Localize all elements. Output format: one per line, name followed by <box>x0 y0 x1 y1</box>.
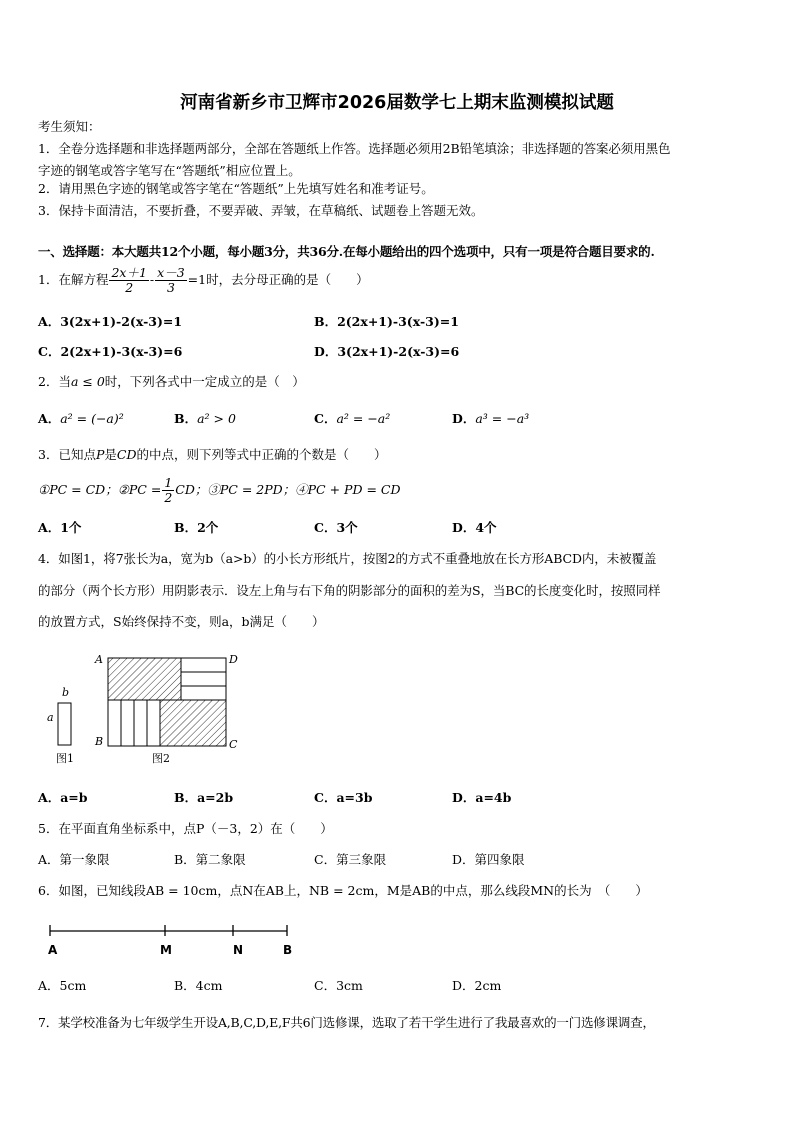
q3-stem-pre: 3．已知点 <box>38 447 96 462</box>
fig2-shaded-bottom-right <box>160 700 226 746</box>
q4-line-1: 4．如图1，将7张长为a，宽为b（a>b）的小长方形纸片，按图2的方式不重叠地放在长方形ABCD内，未被覆盖 <box>38 551 657 566</box>
fig2-outer-rectangle <box>108 658 226 746</box>
question-1-stem <box>38 266 369 295</box>
fig1-rectangle <box>58 703 71 745</box>
fig2-label-C: C <box>229 738 238 751</box>
q6-option-c: C．3cm <box>314 978 363 993</box>
q2-option-a <box>38 411 124 427</box>
q2-stem-post: 时，下列各式中一定成立的是（ ） <box>104 374 305 389</box>
q1-numerator-2: x－3 <box>157 265 185 280</box>
q1-option-b: B．2(2x+1)-3(x-3)=1 <box>314 314 459 329</box>
q3-statements <box>38 476 400 505</box>
q3-option-c: C．3个 <box>314 520 358 535</box>
page-title: 河南省新乡市卫辉市2026届数学七上期末监测模拟试题 <box>180 93 614 113</box>
q2-option-d-math: a³ = −a³ <box>475 411 530 426</box>
q2-option-b <box>174 411 236 427</box>
q1-minus: - <box>149 272 155 287</box>
q3-stem-post: 的中点，则下列等式中正确的个数是（ ） <box>136 447 387 462</box>
q4-line-2: 的部分（两个长方形）用阴影表示．设左上角与右下角的阴影部分的面积的差为S，当BC的长度变化时，按照同样 <box>38 583 661 598</box>
question-3-stem <box>38 447 387 463</box>
q1-denominator-1: 2 <box>125 280 134 295</box>
question-7-stem: 7．某学校准备为七年级学生开设A,B,C,D,E,F共6门选修课，选取了若干学生进行了我最喜欢的一门选修课调查， <box>38 1015 655 1030</box>
fig2-vert-strip-1 <box>108 700 121 746</box>
notice-item-1-cont: 字迹的钢笔或答字笔写在“答题纸”相应位置上。 <box>38 163 301 178</box>
q1-suffix: =1时，去分母正确的是（ ） <box>187 272 369 287</box>
q3-half-denominator: 2 <box>164 490 173 505</box>
q2-option-c-label: C． <box>314 411 337 426</box>
question-2-stem <box>38 374 305 390</box>
q3-half-fraction <box>162 476 174 505</box>
q6-label-a: A <box>48 943 58 957</box>
q6-option-d: D．2cm <box>452 978 502 993</box>
q6-option-b: B．4cm <box>174 978 223 993</box>
q1-denominator-2: 3 <box>166 280 175 295</box>
section-heading: 一、选择题：本大题共12个小题，每小题3分，共36分.在每小题给出的四个选项中，只有一项是符合题目要求的. <box>38 244 655 259</box>
notice-item-2: 2．请用黑色字迹的钢笔或答字笔在“答题纸”上先填写姓名和准考证号。 <box>38 181 434 196</box>
q1-fraction-1 <box>109 266 148 295</box>
q4-option-c: C．a=3b <box>314 790 373 805</box>
q1-fraction-2 <box>155 266 187 295</box>
q2-option-a-label: A． <box>38 411 61 426</box>
q3-option-d: D．4个 <box>452 520 497 535</box>
q6-label-n: N <box>233 943 244 957</box>
q4-line-3: 的放置方式，S始终保持不变，则a，b满足（ ） <box>38 614 325 629</box>
q2-option-d <box>452 411 529 427</box>
fig2-caption: 图2 <box>152 752 170 765</box>
fig2-strip-2 <box>181 672 226 686</box>
q3-half-numerator: 1 <box>164 475 173 490</box>
question-6-stem: 6．如图，已知线段AB = 10cm，点N在AB上，NB = 2cm，M是AB的中点，那么线段MN的长为 （ ） <box>38 883 648 898</box>
q5-option-c: C．第三象限 <box>314 852 387 867</box>
notice-item-3: 3．保持卡面清洁，不要折叠，不要弄破、弄皱，在草稿纸、试题卷上答题无效。 <box>38 203 484 218</box>
q3-option-a: A．1个 <box>38 520 82 535</box>
q5-option-a: A．第一象限 <box>38 852 110 867</box>
fig2-label-B: B <box>95 735 104 748</box>
fig2-label-D: D <box>229 653 238 666</box>
q2-option-c-math: a² = −a² <box>336 411 391 426</box>
fig1-label-b: b <box>62 686 70 699</box>
fig2-label-A: A <box>95 653 103 666</box>
q3-statement-1-2: ①PC = CD；②PC = <box>38 482 162 497</box>
q2-option-a-math: a² = (−a)² <box>60 411 124 426</box>
q1-option-c: C．2(2x+1)-3(x-3)=6 <box>38 344 183 359</box>
fig2-vert-strip-2 <box>121 700 134 746</box>
notice-item-1: 1．全卷分选择题和非选择题两部分，全部在答题纸上作答。选择题必须用2B铅笔填涂；非选择题的答案必须用黑色 <box>38 141 671 156</box>
notice-heading: 考生须知： <box>38 119 101 134</box>
q2-option-b-math: a² > 0 <box>197 411 236 426</box>
q3-option-b: B．2个 <box>174 520 219 535</box>
fig2-shaded-top-left <box>108 658 181 700</box>
fig1-label-a: a <box>47 711 54 724</box>
q5-option-d: D．第四象限 <box>452 852 525 867</box>
q6-option-a: A．5cm <box>38 978 87 993</box>
q6-label-b: B <box>283 943 293 957</box>
q4-option-b: B．a=2b <box>174 790 234 805</box>
q3-is: 是 <box>104 447 117 462</box>
q4-option-d: D．a=4b <box>452 790 512 805</box>
fig2-strip-3 <box>181 686 226 700</box>
fig1-caption: 图1 <box>56 752 74 765</box>
q2-option-b-label: B． <box>174 411 198 426</box>
q2-condition: a ≤ 0 <box>70 374 105 389</box>
q5-option-b: B．第二象限 <box>174 852 246 867</box>
q3-point-p: P <box>95 447 105 462</box>
fig2-strip-1 <box>181 658 226 672</box>
q1-prefix: 1．在解方程 <box>38 272 109 287</box>
question-5-stem: 5．在平面直角坐标系中，点P（－3，2）在（ ） <box>38 821 333 836</box>
q1-option-a: A．3(2x+1)-2(x-3)=1 <box>38 314 183 329</box>
q4-option-a: A．a=b <box>38 790 88 805</box>
fig2-vert-strip-3 <box>134 700 147 746</box>
q1-numerator-1: 2x＋1 <box>111 265 147 280</box>
q3-statement-rest: CD；③PC = 2PD；④PC + PD = CD <box>175 482 401 497</box>
fig2-vert-strip-4 <box>147 700 160 746</box>
q2-stem-pre: 2．当 <box>38 374 71 389</box>
q2-option-d-label: D． <box>452 411 476 426</box>
q1-option-d: D．3(2x+1)-2(x-3)=6 <box>314 344 460 359</box>
q2-option-c <box>314 411 390 427</box>
q3-segment-cd: CD <box>116 447 137 462</box>
q6-label-m: M <box>160 943 172 957</box>
